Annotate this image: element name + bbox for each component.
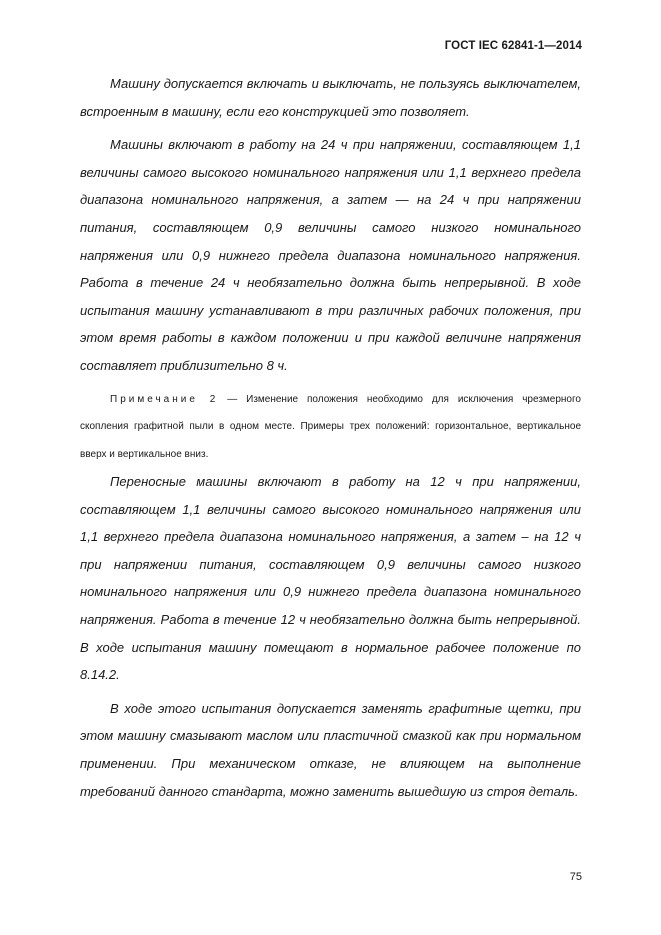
paragraph-24h-test: Машины включают в работу на 24 ч при напряжении, составляющем 1,1 величины самого высокого номинального напряжения или 1,1 верхнего предела диапазона номинального напряжения, а затем — на 24 ч при напряжении питания, составляющем 0,9 величины самого низкого номинального напряжения или 0,9 нижнего предела диапазона номинального напряжения. Работа в течение 24 ч необязательно должна быть непрерывной. В ходе испытания машину устанавливают в три различных рабочих положения, при этом время работы в каждом положении и при каждой величине напряжения составляет приблизительно 8 ч.: [80, 137, 581, 373]
paragraph-switching: Машину допускается включать и выключать, не пользуясь выключателем, встроенным в машину, если его конструкцией это позволяет.: [80, 76, 581, 119]
document-body: [80, 70, 581, 811]
page-number: 75: [569, 871, 582, 883]
paragraph-portable-12h-test: Переносные машины включают в работу на 12 ч при напряжении, составляющем 1,1 величины самого высокого номинального напряжения или 1,1 верхнего предела диапазона номинального напряжения, а затем – на 12 ч при напряжении питания, составляющем 0,9 величины самого низкого номинального напряжения или 0,9 нижнего предела диапазона номинального напряжения. Работа в течение 12 ч необязательно должна быть непрерывной. В ходе испытания машину помещают в нормальное рабочее положение по 8.14.2.: [80, 474, 581, 683]
paragraph-brush-replacement: В ходе этого испытания допускается заменять графитные щетки, при этом машину смазывают маслом или пластичной смазкой как при нормальном применении. При механическом отказе, не влияющем на выполнение требований данного стандарта, можно заменить вышедшую из строя деталь.: [80, 700, 581, 799]
standard-code-header: ГОСТ IEC 62841-1—2014: [444, 40, 582, 52]
note-2: [80, 386, 581, 469]
note-lead: Примечание 2: [110, 393, 219, 405]
note-text: — Изменение положения необходимо для исключения чрезмерного скопления графитной пыли в одном месте. Примеры трех положений: горизонтальное, вертикальное вверх и вертикальное вниз.: [80, 393, 581, 460]
